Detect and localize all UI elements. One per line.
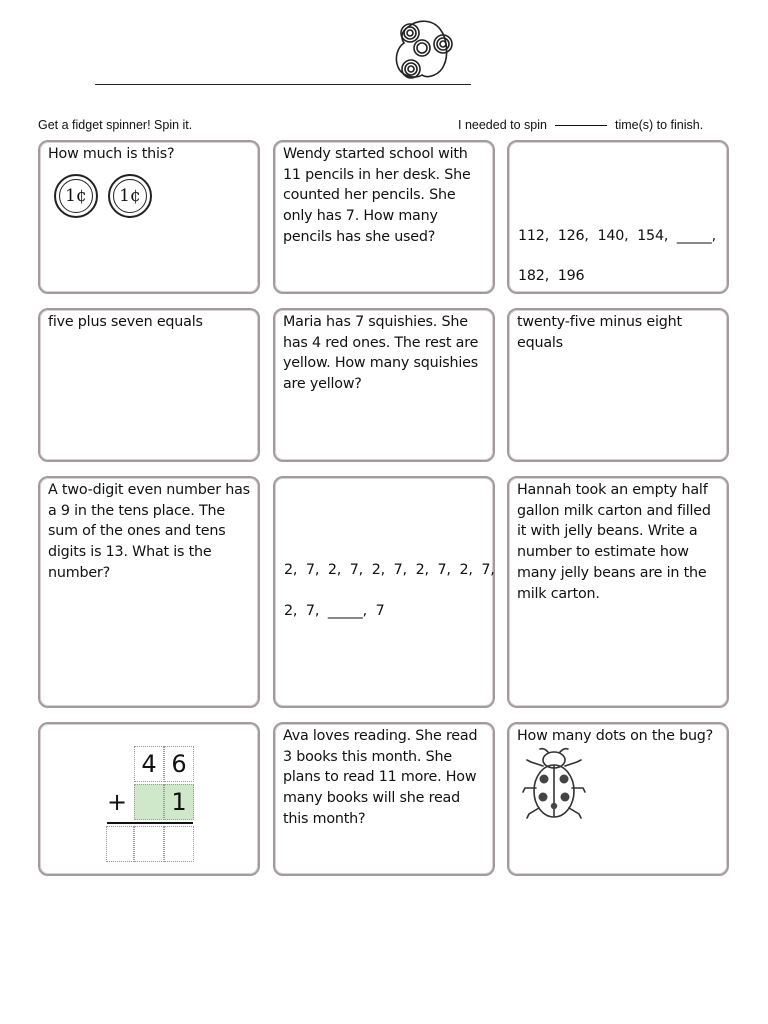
question-text: How many dots on the bug? [517, 728, 714, 744]
card-pattern-sequence[interactable] [273, 476, 495, 708]
question-text: Ava loves reading. She read 3 books this month. She plans to read 11 more. How many books will she read this month? [283, 728, 478, 827]
question-text: five plus seven equals [48, 314, 203, 330]
tens-digit-bottom [134, 784, 164, 820]
sequence-line-1: 2, 7, 2, 7, 2, 7, 2, 7, 2, 7, [284, 562, 495, 578]
penny-coin-icon [54, 174, 98, 218]
sum-line [107, 822, 193, 824]
card-number-sequence[interactable] [507, 140, 729, 294]
question-text: Wendy started school with 11 pencils in her desk. She counted her pencils. She only has 7. How many pencils has she used? [283, 146, 471, 245]
card-squishies[interactable] [273, 308, 495, 462]
spin-instruction: Get a fidget spinner! Spin it. [38, 118, 193, 132]
question-text: Maria has 7 squishies. She has 4 red ones. The rest are yellow. How many squishies are yellow? [283, 314, 479, 393]
card-subtraction-words[interactable] [507, 308, 729, 462]
ones-digit-bottom: 1 [164, 784, 194, 820]
question-text: A two-digit even number has a 9 in the tens place. The sum of the ones and tens digits is 13. What is the number? [48, 482, 250, 581]
ladybug-icon [521, 746, 587, 824]
sequence-line-2: 2, 7, _____, 7 [284, 603, 385, 619]
ones-digit-top: 6 [164, 746, 194, 782]
coin-value: 1¢ [113, 179, 147, 213]
answer-cell-tens[interactable] [134, 826, 164, 862]
question-text: How much is this? [48, 146, 175, 162]
spin-count-line [458, 118, 703, 132]
spin-count-suffix: time(s) to finish. [614, 118, 704, 132]
sequence-line-2: 182, 196 [518, 268, 585, 284]
answer-cell-ones[interactable] [164, 826, 194, 862]
card-jelly-beans[interactable] [507, 476, 729, 708]
spin-count-prefix: I needed to spin [458, 118, 547, 132]
card-two-digit-number[interactable] [38, 476, 260, 708]
spin-count-blank[interactable] [555, 125, 607, 126]
card-vertical-addition[interactable] [38, 722, 260, 876]
card-reading-books[interactable] [273, 722, 495, 876]
question-text: Hannah took an empty half gallon milk carton and filled it with jelly beans. Write a number to estimate how many jelly beans are in the milk carton. [517, 482, 711, 602]
plus-sign: + [106, 788, 128, 816]
fidget-spinner-icon [388, 17, 458, 83]
answer-cell-hundreds[interactable] [106, 826, 134, 862]
sequence-line-1: 112, 126, 140, 154, _____, [518, 228, 716, 244]
coin-value: 1¢ [59, 179, 93, 213]
card-pencils[interactable] [273, 140, 495, 294]
tens-digit-top: 4 [134, 746, 164, 782]
card-coins[interactable] [38, 140, 260, 294]
card-addition-words[interactable] [38, 308, 260, 462]
name-line[interactable] [95, 84, 471, 85]
question-text: twenty-five minus eight equals [517, 314, 682, 351]
penny-coin-icon [108, 174, 152, 218]
card-ladybug-dots[interactable] [507, 722, 729, 876]
